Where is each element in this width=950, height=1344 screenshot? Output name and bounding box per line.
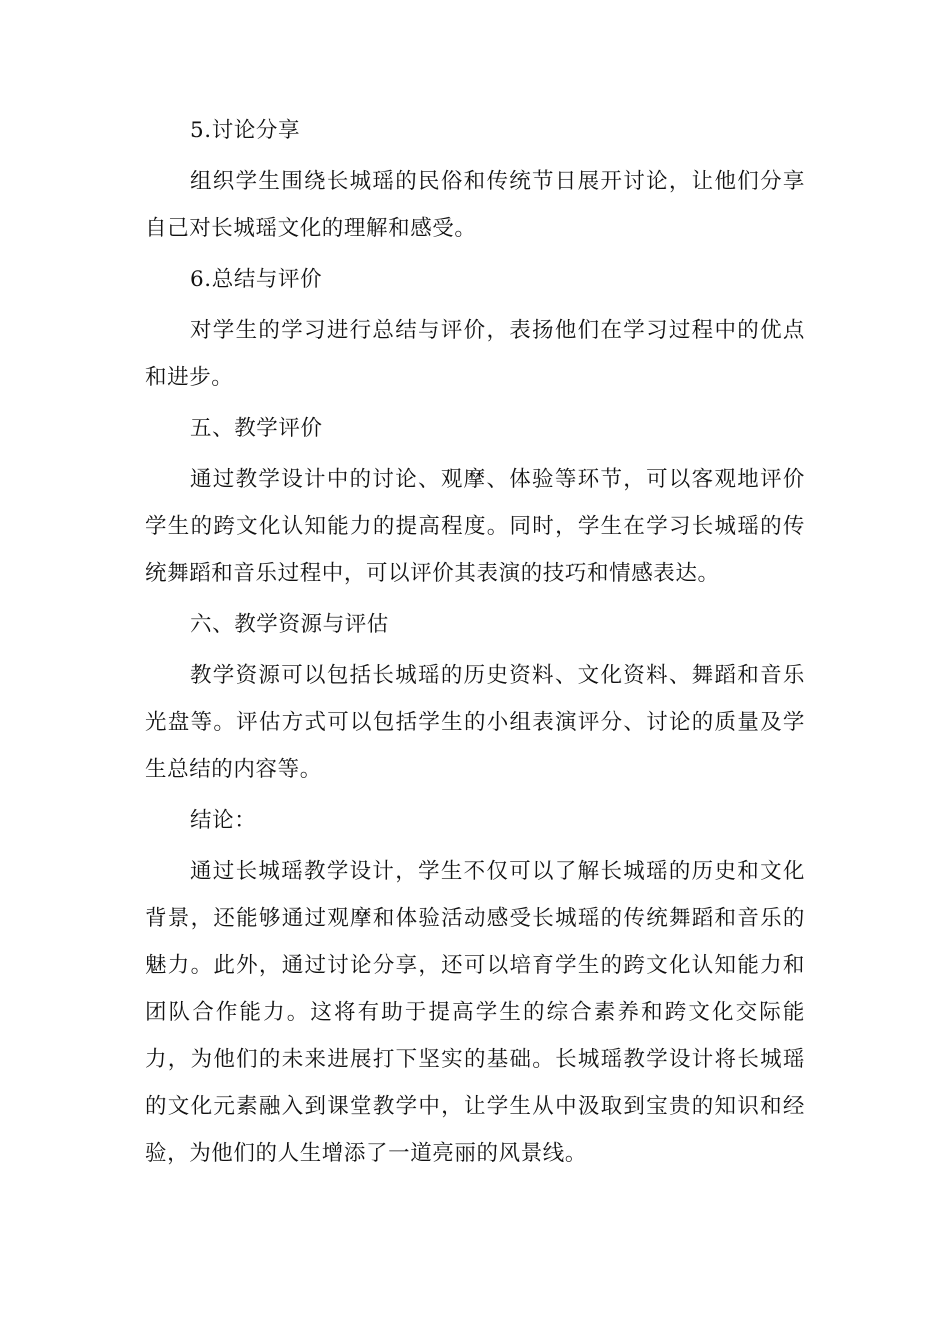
section-heading-summary: 6.总结与评价 (190, 267, 323, 292)
document-body (145, 107, 805, 1177)
section-paragraph-summary: 对学生的学习进行总结与评价，表扬他们在学习过程中的优点和进步。 (145, 318, 805, 390)
section-heading-conclusion: 结论： (190, 808, 257, 833)
section-paragraph-conclusion: 通过长城瑶教学设计，学生不仅可以了解长城瑶的历史和文化背景，还能够通过观摩和体验活动感受长城瑶的传统舞蹈和音乐的魅力。此外，通过讨论分享，还可以培育学生的跨文化认知能力和团队合作能力。这将有助于提高学生的综合素养和跨文化交际能力，为他们的未来进展打下坚实的基础。长城瑶教学设计将长城瑶的文化元素融入到课堂教学中，让学生从中汲取到宝贵的知识和经验，为他们的人生增添了一道亮丽的风景线。 (145, 859, 805, 1166)
section-paragraph-evaluation: 通过教学设计中的讨论、观摩、体验等环节，可以客观地评价学生的跨文化认知能力的提高程度。同时，学生在学习长城瑶的传统舞蹈和音乐过程中，可以评价其表演的技巧和情感表达。 (145, 467, 805, 586)
section-heading-resources: 六、教学资源与评估 (190, 612, 389, 637)
section-paragraph-discussion: 组织学生围绕长城瑶的民俗和传统节日展开讨论，让他们分享自己对长城瑶文化的理解和感受。 (145, 169, 805, 241)
section-paragraph-resources: 教学资源可以包括长城瑶的历史资料、文化资料、舞蹈和音乐光盘等。评估方式可以包括学生的小组表演评分、讨论的质量及学生总结的内容等。 (145, 663, 805, 782)
section-heading-evaluation: 五、教学评价 (190, 416, 323, 441)
section-heading-discussion: 5.讨论分享 (190, 118, 301, 143)
